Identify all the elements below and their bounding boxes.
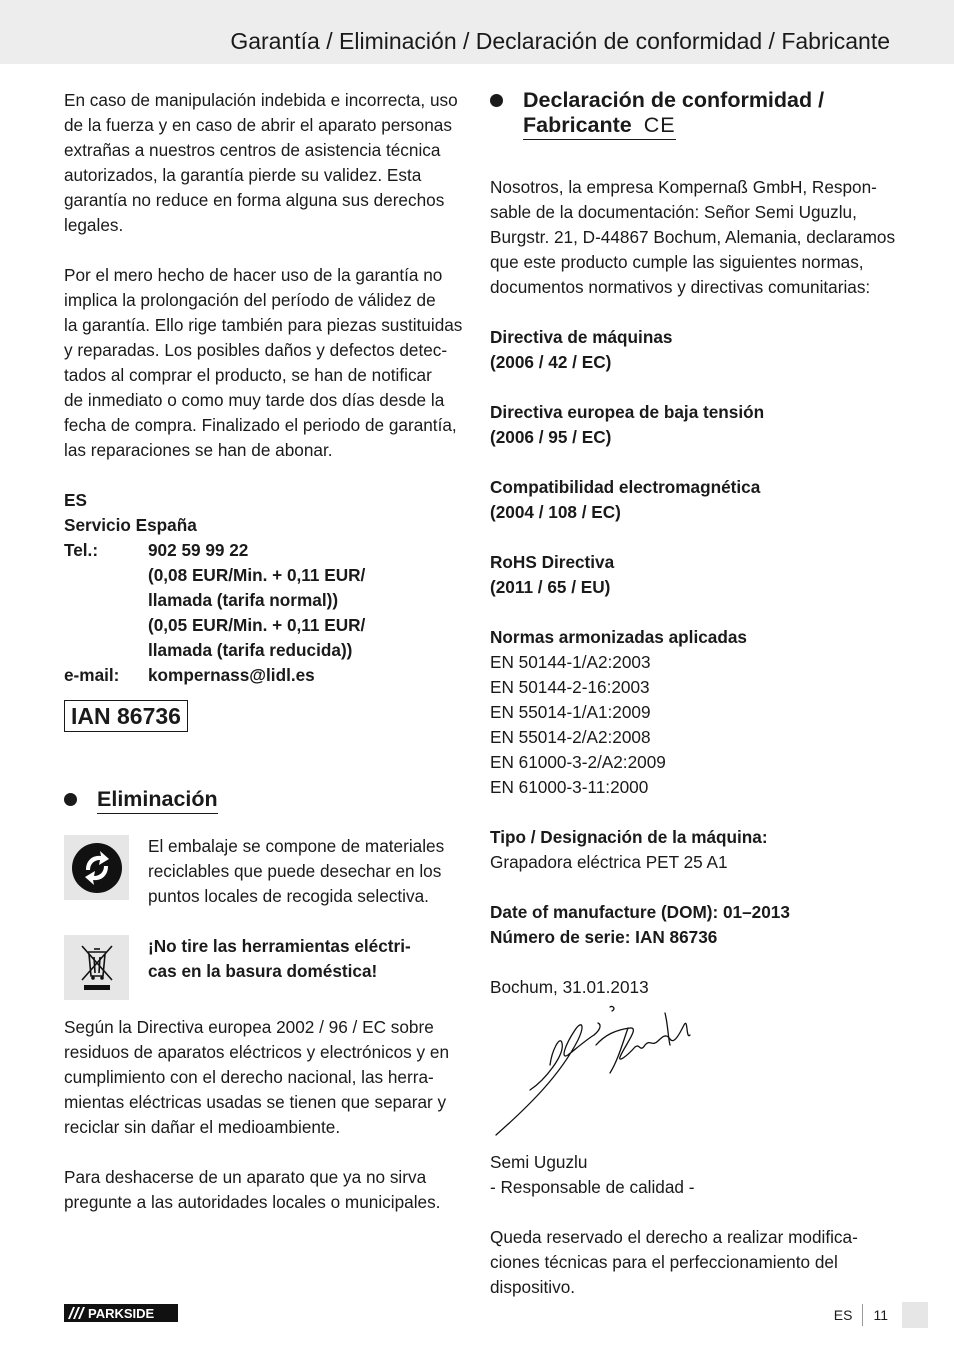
directive-item bbox=[490, 400, 900, 450]
norm-item: EN 61000-3-2/A2:2009 bbox=[490, 752, 666, 772]
page-number: 11 bbox=[873, 1306, 888, 1323]
text-line: En caso de manipulación indebida e incorrecta, uso bbox=[64, 90, 458, 110]
brand-text: PARKSIDE bbox=[88, 1306, 155, 1321]
crossed-bin-icon bbox=[64, 935, 129, 1000]
signer-name: Semi Uguzlu bbox=[490, 1152, 588, 1172]
email-label: e-mail: bbox=[64, 665, 120, 685]
directive-code: (2004 / 108 / EC) bbox=[490, 502, 621, 522]
text-line: extrañas a nuestros centros de asistencia técnica bbox=[64, 140, 441, 160]
left-column bbox=[64, 88, 464, 1215]
warranty-paragraph-2 bbox=[64, 263, 464, 463]
service-name: Servicio España bbox=[64, 515, 197, 535]
reserve-paragraph bbox=[490, 1225, 900, 1300]
text-line: garantía no reduce en forma alguna sus derechos bbox=[64, 190, 445, 210]
place-date: Bochum, 31.01.2013 bbox=[490, 977, 649, 997]
service-country: ES bbox=[64, 490, 87, 510]
machine-type bbox=[490, 825, 900, 875]
text-line: y reparadas. Los posibles daños y defectos detec- bbox=[64, 340, 448, 360]
disposal-paragraph-1 bbox=[64, 1015, 464, 1140]
serial-line: Número de serie: IAN 86736 bbox=[490, 927, 718, 947]
text-line: autorizados, la garantía pierde su validez. Esta bbox=[64, 165, 422, 185]
directive-item bbox=[490, 475, 900, 525]
directive-item bbox=[490, 550, 900, 600]
norm-item: EN 50144-2-16:2003 bbox=[490, 677, 650, 697]
text-line: ¡No tire las herramientas eléctri- bbox=[148, 936, 411, 956]
text-line: tados al comprar el producto, se han de notificar bbox=[64, 365, 432, 385]
conformity-heading-line1: Declaración de conformidad / bbox=[523, 88, 825, 112]
directive-name: Directiva europea de baja tensión bbox=[490, 402, 765, 422]
text-line: reciclables que puede desechar en los bbox=[148, 861, 442, 881]
service-block bbox=[64, 488, 464, 688]
text-line: de la fuerza y en caso de abrir el aparato personas bbox=[64, 115, 452, 135]
page-title: Garantía / Eliminación / Declaración de conformidad / Fabricante bbox=[230, 28, 890, 54]
ce-mark-icon: CE bbox=[643, 113, 676, 137]
norms-block bbox=[490, 625, 900, 800]
text-line: cumplimiento con el derecho nacional, las herra- bbox=[64, 1067, 434, 1087]
text-line: Según la Directiva europea 2002 / 96 / EC sobre bbox=[64, 1017, 434, 1037]
text-line: mientas eléctricas usadas se tienen que separar y bbox=[64, 1092, 447, 1112]
page-footer bbox=[834, 1302, 928, 1328]
text-line: residuos de aparatos eléctricos y electrónicos y en bbox=[64, 1042, 450, 1062]
text-line: dispositivo. bbox=[490, 1277, 576, 1297]
text-line: puntos locales de recogida selectiva. bbox=[148, 886, 429, 906]
type-heading: Tipo / Designación de la máquina: bbox=[490, 827, 768, 847]
tel-line: llamada (tarifa reducida)) bbox=[148, 640, 353, 660]
text-line: la garantía. Ello rige también para piezas sustituidas bbox=[64, 315, 463, 335]
text-line: de inmediato o como muy tarde dos días desde la bbox=[64, 390, 445, 410]
text-line: que este producto cumple las siguientes normas, bbox=[490, 252, 864, 272]
conformity-intro bbox=[490, 175, 900, 300]
norm-item: EN 55014-1/A1:2009 bbox=[490, 702, 651, 722]
norm-item: EN 55014-2/A2:2008 bbox=[490, 727, 651, 747]
text-line: las reparaciones se han de abonar. bbox=[64, 440, 333, 460]
tel-line: (0,08 EUR/Min. + 0,11 EUR/ bbox=[148, 565, 366, 585]
text-line: Queda reservado el derecho a realizar modifica- bbox=[490, 1227, 858, 1247]
text-line: fecha de compra. Finalizado el periodo de garantía, bbox=[64, 415, 457, 435]
weee-row bbox=[64, 934, 464, 1000]
directive-code: (2011 / 65 / EU) bbox=[490, 577, 611, 597]
recycle-row bbox=[64, 834, 464, 909]
type-value: Grapadora eléctrica PET 25 A1 bbox=[490, 852, 728, 872]
text-line: legales. bbox=[64, 215, 124, 235]
directive-item bbox=[490, 325, 900, 375]
conformity-heading bbox=[490, 88, 900, 140]
text-line: Por el mero hecho de hacer uso de la garantía no bbox=[64, 265, 443, 285]
warranty-paragraph-1 bbox=[64, 88, 464, 238]
tel-label: Tel.: bbox=[64, 540, 99, 560]
bullet-icon bbox=[64, 793, 77, 806]
directive-name: Directiva de máquinas bbox=[490, 327, 673, 347]
bullet-icon bbox=[490, 94, 503, 107]
signer-role: - Responsable de calidad - bbox=[490, 1177, 695, 1197]
email-link[interactable]: kompernass@lidl.es bbox=[148, 665, 315, 685]
disposal-heading bbox=[64, 787, 464, 814]
norms-heading: Normas armonizadas aplicadas bbox=[490, 627, 747, 647]
text-line: implica la prolongación del período de válidez de bbox=[64, 290, 436, 310]
recycle-icon bbox=[64, 835, 129, 900]
parkside-logo bbox=[64, 1304, 178, 1322]
text-line: ciones técnicas para el perfeccionamiento del bbox=[490, 1252, 838, 1272]
text-line: sable de la documentación: Señor Semi Uguzlu, bbox=[490, 202, 857, 222]
ian-box: IAN 86736 bbox=[64, 700, 188, 732]
norm-item: EN 61000-3-11:2000 bbox=[490, 777, 649, 797]
text-line: Burgstr. 21, D-44867 Bochum, Alemania, declaramos bbox=[490, 227, 896, 247]
disposal-paragraph-2 bbox=[64, 1165, 464, 1215]
signature-image bbox=[490, 995, 700, 1140]
tel-line: (0,05 EUR/Min. + 0,11 EUR/ bbox=[148, 615, 366, 635]
text-line: pregunte a las autoridades locales o municipales. bbox=[64, 1192, 441, 1212]
norm-item: EN 50144-1/A2:2003 bbox=[490, 652, 651, 672]
footer-language: ES bbox=[833, 1306, 853, 1323]
text-line: cas en la basura doméstica! bbox=[148, 961, 378, 981]
text-line: reciclar sin dañar el medioambiente. bbox=[64, 1117, 341, 1137]
directive-code: (2006 / 42 / EC) bbox=[490, 352, 612, 372]
text-line: documentos normativos y directivas comunitarias: bbox=[490, 277, 871, 297]
conformity-heading-line2: Fabricante bbox=[523, 113, 632, 137]
directive-code: (2006 / 95 / EC) bbox=[490, 427, 612, 447]
tel-line: 902 59 99 22 bbox=[148, 540, 249, 560]
footer-divider bbox=[862, 1304, 863, 1326]
text-line: Para deshacerse de un aparato que ya no sirva bbox=[64, 1167, 427, 1187]
manufacture-info bbox=[490, 900, 900, 950]
tel-line: llamada (tarifa normal)) bbox=[148, 590, 339, 610]
directive-name: RoHS Directiva bbox=[490, 552, 615, 572]
text-line: Nosotros, la empresa Kompernaß GmbH, Respon- bbox=[490, 177, 877, 197]
text-line: El embalaje se compone de materiales bbox=[148, 836, 445, 856]
disposal-heading-text: Eliminación bbox=[97, 787, 218, 814]
page-header bbox=[0, 0, 954, 64]
directive-name: Compatibilidad electromagnética bbox=[490, 477, 761, 497]
dom-line: Date of manufacture (DOM): 01–2013 bbox=[490, 902, 790, 922]
footer-tab bbox=[902, 1302, 928, 1328]
